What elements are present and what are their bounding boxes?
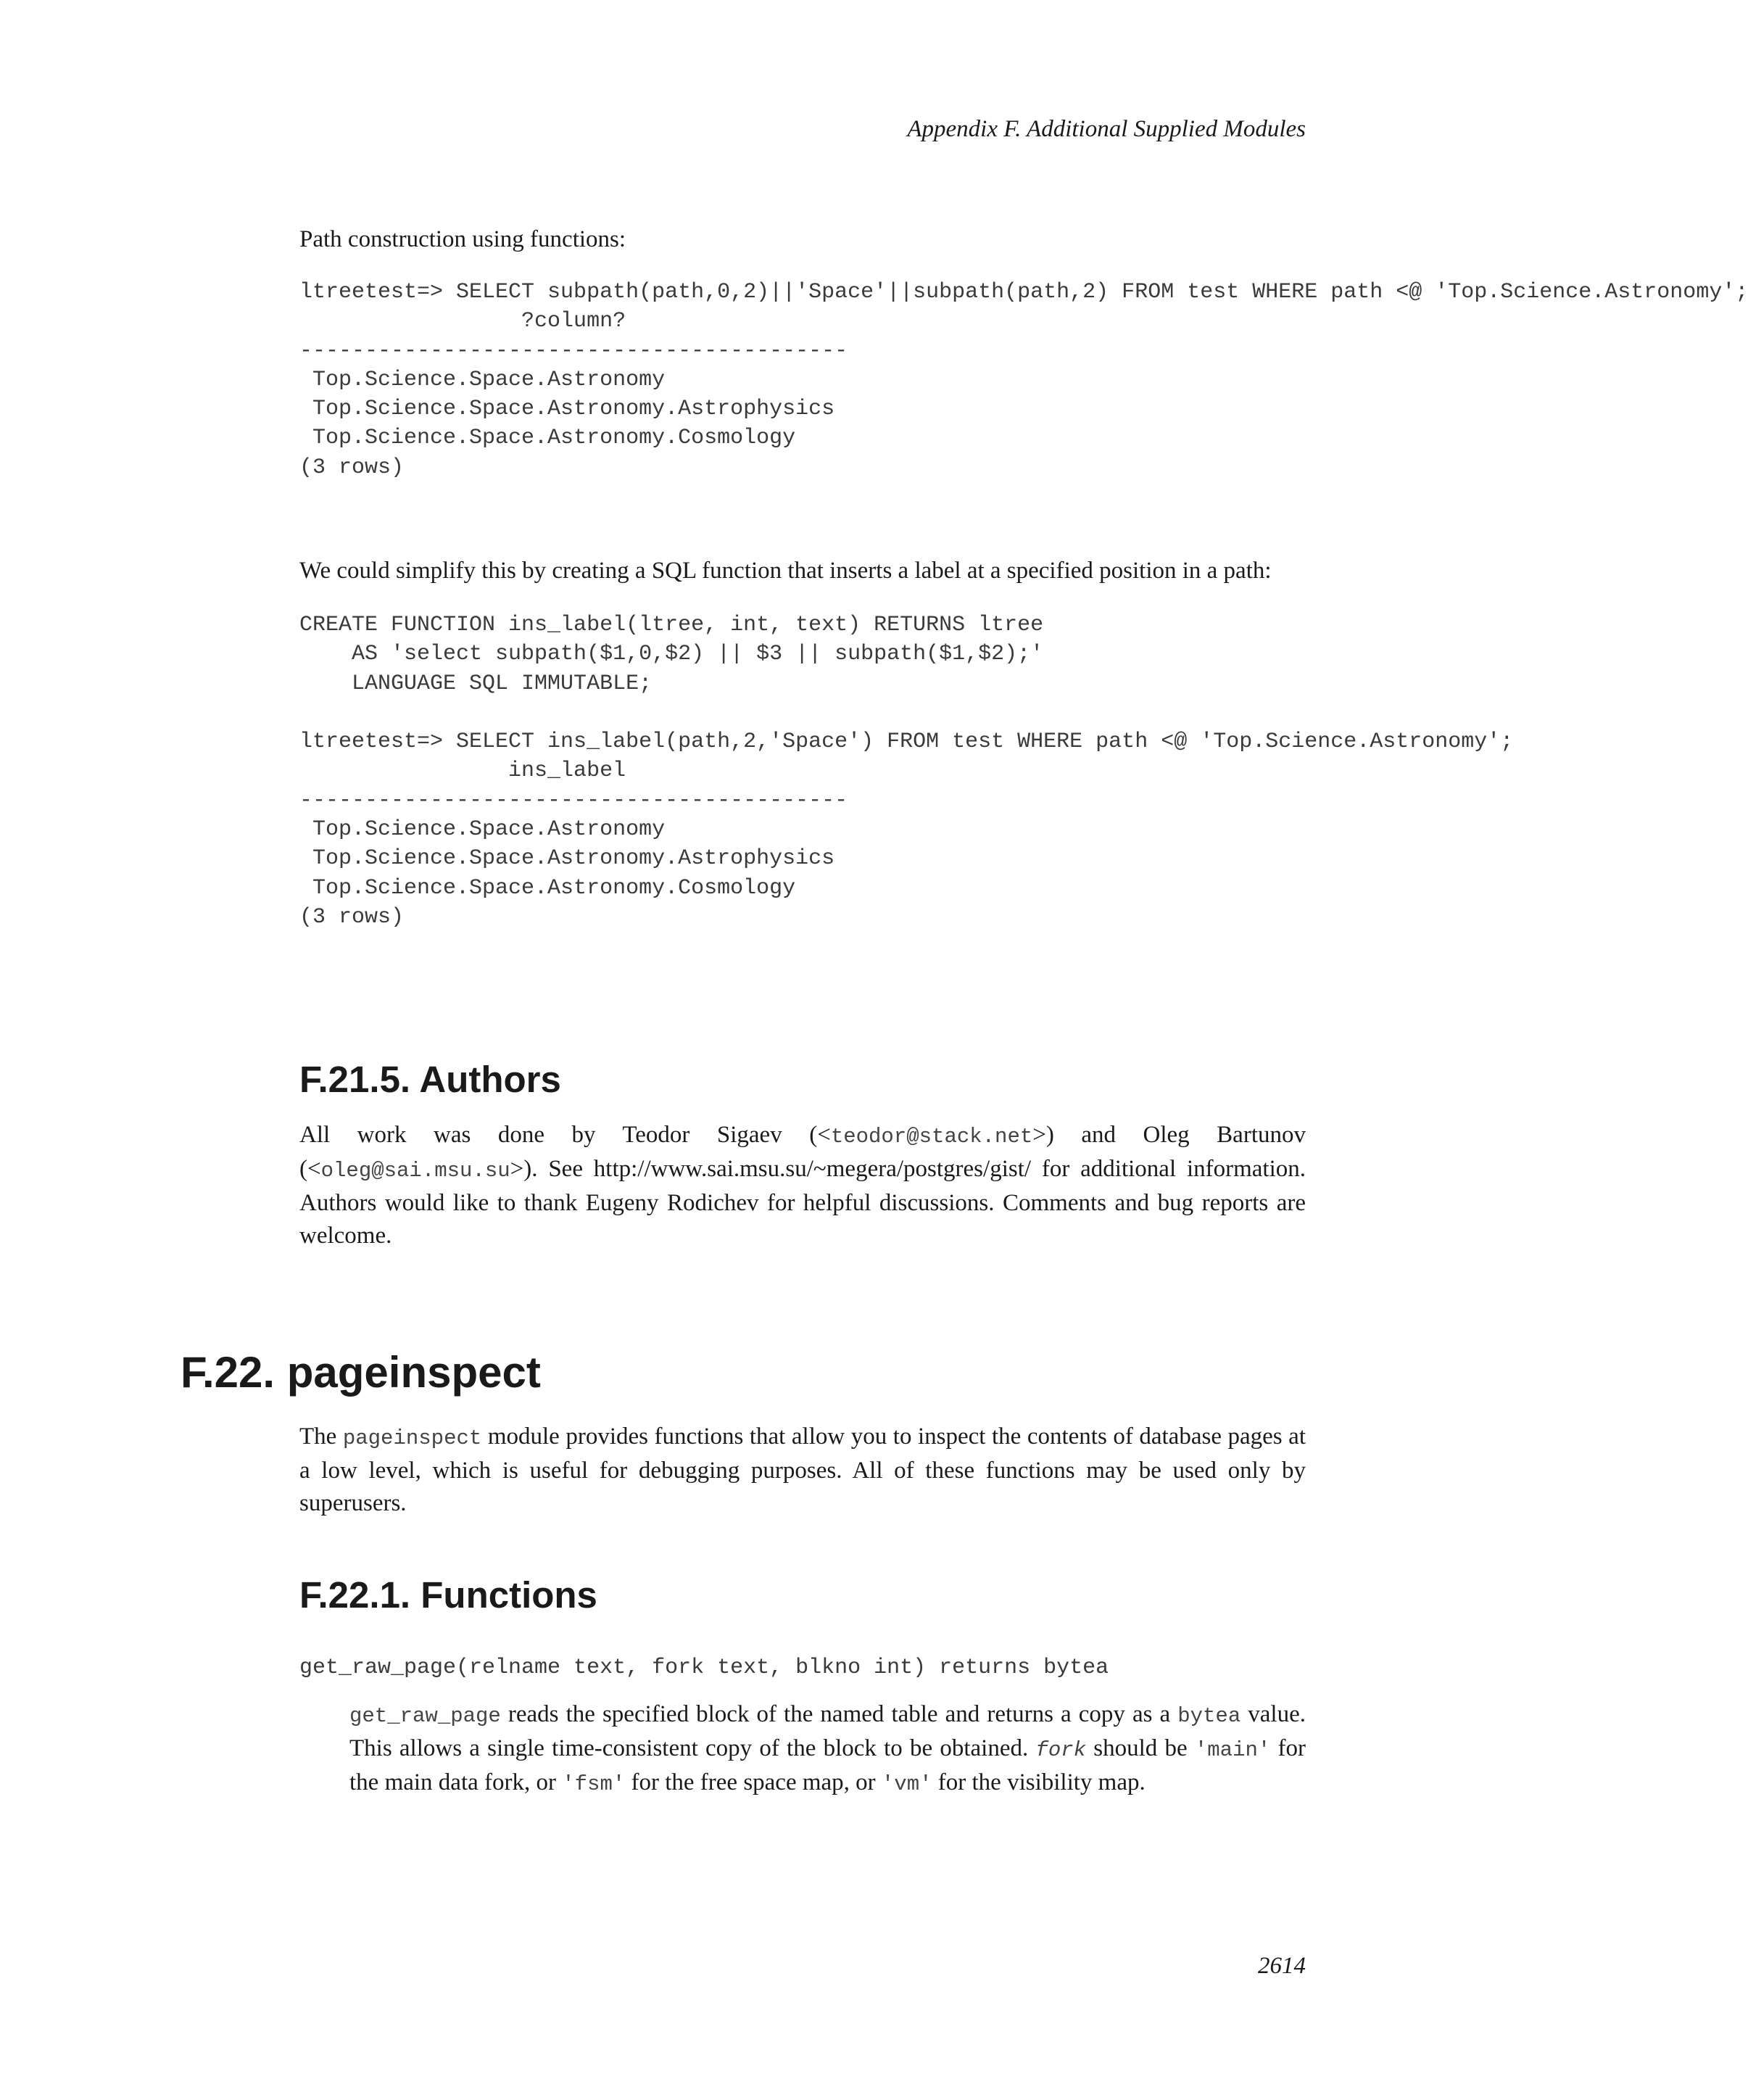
module-name: pageinspect: [342, 1426, 482, 1450]
authors-paragraph: All work was done by Teodor Sigaev (<teodor@stack.net>) and Oleg Bartunov (<oleg@sai.msu.su>). See http://www.sai.msu.su/~megera/postgres/gist/ for additional information. Authors would like to thank Eugeny Rodichev for helpful discussions. Comments and bug reports are welcome.: [299, 1122, 1306, 1249]
code-line: LANGUAGE SQL IMMUTABLE;: [299, 671, 653, 696]
email-link-teodor[interactable]: teodor@stack.net: [830, 1125, 1033, 1149]
code-line: (3 rows): [299, 904, 405, 930]
code-line: Top.Science.Space.Astronomy.Cosmology: [299, 426, 796, 451]
code-line: ltreetest=> SELECT subpath(path,0,2)||'Space'||subpath(path,2) FROM test WHERE path <@ 'Top.Science.Astronomy';: [299, 280, 1748, 305]
code-line: Top.Science.Space.Astronomy.Astrophysics: [299, 846, 835, 872]
section-heading-authors: F.21.5. Authors: [299, 1059, 561, 1100]
code-line: Top.Science.Space.Astronomy: [299, 367, 666, 392]
email-link-oleg[interactable]: oleg@sai.msu.su: [320, 1159, 510, 1183]
code-line: ltreetest=> SELECT ins_label(path,2,'Space') FROM test WHERE path <@ 'Top.Science.Astronomy';: [299, 729, 1514, 755]
pageinspect-paragraph: The pageinspect module provides functions that allow you to inspect the contents of database pages at a low level, which is useful for debugging purposes. All of these functions may be used only by superusers.: [299, 1423, 1306, 1516]
code-line: ------------------------------------------: [299, 338, 848, 363]
code-line: (3 rows): [299, 455, 405, 480]
code-line: ?column?: [299, 309, 626, 334]
section-heading-functions: F.22.1. Functions: [299, 1574, 597, 1616]
running-header: Appendix F. Additional Supplied Modules: [907, 116, 1306, 142]
code-line: Top.Science.Space.Astronomy.Cosmology: [299, 875, 796, 901]
code-line: CREATE FUNCTION ins_label(ltree, int, text) RETURNS ltree: [299, 613, 1044, 637]
code-block-subpath: [299, 278, 1748, 482]
code-line: Top.Science.Space.Astronomy: [299, 817, 666, 843]
intro-paragraph: Path construction using functions:: [299, 226, 626, 252]
code-line: ins_label: [299, 758, 626, 784]
page-number: 2614: [1258, 1953, 1306, 1979]
section-heading-pageinspect: F.22. pageinspect: [181, 1348, 541, 1397]
simplify-paragraph: We could simplify this by creating a SQL function that inserts a label at a specified position in a path:: [299, 558, 1272, 584]
code-line: ------------------------------------------: [299, 788, 848, 813]
literal-fsm: 'fsm': [562, 1772, 626, 1796]
function-description: get_raw_page reads the specified block of the named table and returns a copy as a bytea value. This allows a single time-consistent copy of the block to be obtained. fork should be 'main' for the main data fork, or 'fsm' for the free space map, or 'vm' for the visibility map.: [349, 1701, 1306, 1796]
type-name: bytea: [1177, 1704, 1241, 1728]
function-name: get_raw_page: [349, 1704, 501, 1728]
literal-main: 'main': [1194, 1738, 1271, 1762]
function-signature: get_raw_page(relname text, fork text, blkno int) returns bytea: [299, 1655, 1109, 1680]
literal-vm: 'vm': [881, 1772, 932, 1796]
code-line: AS 'select subpath($1,0,$2) || $3 || subpath($1,$2);': [299, 642, 1044, 667]
param-name: fork: [1035, 1738, 1087, 1762]
code-block-ins-label: [299, 611, 1514, 932]
code-line: Top.Science.Space.Astronomy.Astrophysics: [299, 397, 835, 422]
